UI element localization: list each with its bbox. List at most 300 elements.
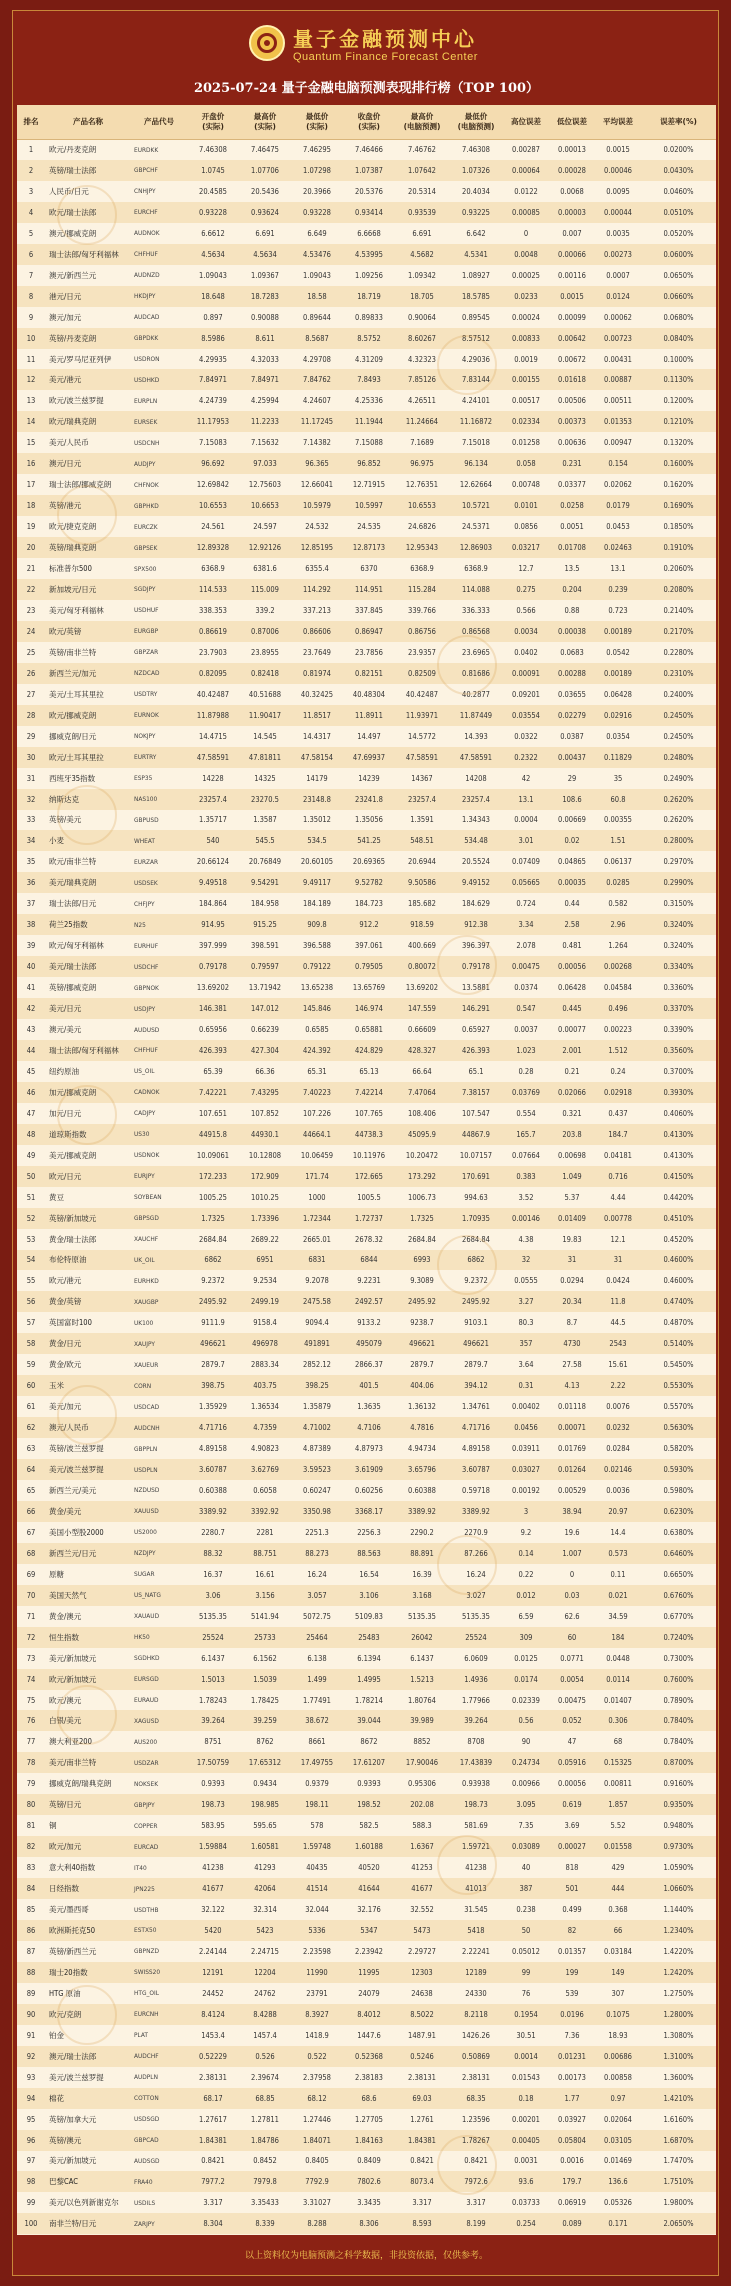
cell-rank: 15 xyxy=(26,438,36,448)
table-row xyxy=(17,684,716,705)
cell-high-error: 0.03911 xyxy=(512,1444,540,1454)
cell-open-actual: 47.58591 xyxy=(196,752,230,762)
cell-error-rate: 0.1000% xyxy=(663,354,694,364)
cell-high-error: 2.078 xyxy=(516,941,536,951)
cell-low-predicted: 107.547 xyxy=(462,1108,490,1118)
cell-high-predicted: 5473 xyxy=(413,1925,431,1935)
cell-high-error: 0.0048 xyxy=(514,249,538,259)
cell-low-actual: 6831 xyxy=(308,1255,326,1265)
table-row xyxy=(17,139,716,160)
cell-low-predicted: 16.24 xyxy=(466,1569,486,1579)
table-row xyxy=(17,726,716,747)
cell-avg-error: 0.00355 xyxy=(604,815,632,825)
cell-close-actual: 10.11976 xyxy=(352,1150,386,1160)
cell-rank: 66 xyxy=(26,1506,36,1516)
cell-high-error: 0.00748 xyxy=(512,480,540,490)
cell-low-error: 8.7 xyxy=(566,1318,578,1328)
cell-high-predicted: 10.20472 xyxy=(405,1150,439,1160)
cell-open-actual: 18.648 xyxy=(201,291,225,301)
cell-high-predicted: 1487.91 xyxy=(408,2030,436,2040)
table-row xyxy=(17,1375,716,1396)
table-row xyxy=(17,1124,716,1145)
cell-high-predicted: 32.552 xyxy=(410,1905,434,1915)
column-header-high-error: 高位误差 xyxy=(503,105,549,139)
cell-high-error: 0.07664 xyxy=(512,1150,540,1160)
cell-low-predicted: 396.397 xyxy=(462,941,490,951)
cell-close-actual: 25483 xyxy=(358,1632,380,1642)
cell-low-predicted: 5418 xyxy=(467,1925,485,1935)
cell-low-predicted: 1.4936 xyxy=(464,1674,488,1684)
cell-low-actual: 424.392 xyxy=(303,1045,331,1055)
cell-open-actual: 1.35717 xyxy=(199,815,227,825)
cell-avg-error: 0.02064 xyxy=(604,2114,632,2124)
cell-product-name: 日经指数 xyxy=(49,1884,79,1894)
cell-low-error: 60 xyxy=(567,1632,577,1642)
cell-low-predicted: 1.59721 xyxy=(462,1842,490,1852)
cell-avg-error: 0.00887 xyxy=(604,375,632,385)
cell-rank: 86 xyxy=(26,1925,36,1935)
cell-high-actual: 2281 xyxy=(256,1527,274,1537)
cell-product-name: 铂金 xyxy=(49,2030,64,2040)
cell-open-actual: 1005.25 xyxy=(199,1192,227,1202)
cell-close-actual: 4.7106 xyxy=(357,1423,381,1433)
cell-open-actual: 11.17953 xyxy=(196,417,230,427)
cell-avg-error: 0.496 xyxy=(608,1004,628,1014)
cell-product-code: CHFHUF xyxy=(134,250,158,259)
cell-avg-error: 0.00686 xyxy=(604,2051,632,2061)
cell-error-rate: 0.5570% xyxy=(663,1402,694,1412)
cell-high-error: 357 xyxy=(519,1339,533,1349)
cell-low-actual: 0.8405 xyxy=(305,2156,329,2166)
cell-low-actual: 11.8517 xyxy=(303,710,331,720)
cell-product-code: COPPER xyxy=(134,1821,158,1830)
cell-open-actual: 146.381 xyxy=(199,1004,227,1014)
cell-high-actual: 4.5634 xyxy=(253,249,277,259)
cell-open-actual: 1.0745 xyxy=(201,165,225,175)
cell-low-error: 0.02066 xyxy=(558,1087,586,1097)
cell-low-error: 0.21 xyxy=(564,1066,580,1076)
cell-low-actual: 2.23598 xyxy=(303,1946,331,1956)
cell-low-predicted: 31.545 xyxy=(464,1905,488,1915)
cell-high-predicted: 41253 xyxy=(411,1863,433,1873)
cell-high-actual: 14325 xyxy=(254,773,276,783)
cell-high-actual: 18.7283 xyxy=(251,291,279,301)
cell-low-predicted: 7972.6 xyxy=(464,2177,488,2187)
cell-open-actual: 9.49518 xyxy=(199,878,227,888)
cell-open-actual: 5420 xyxy=(204,1925,222,1935)
cell-close-actual: 107.765 xyxy=(355,1108,383,1118)
cell-high-actual: 20.76849 xyxy=(248,857,282,867)
cell-open-actual: 8.5986 xyxy=(201,333,225,343)
cell-low-actual: 0.93228 xyxy=(303,207,331,217)
cell-rank: 30 xyxy=(26,752,36,762)
cell-low-predicted: 114.088 xyxy=(462,584,490,594)
cell-close-actual: 2678.32 xyxy=(355,1234,383,1244)
cell-low-actual: 1.499 xyxy=(307,1674,327,1684)
cell-high-actual: 3.62769 xyxy=(251,1465,279,1475)
cell-product-name: 欧元/捷克克朗 xyxy=(49,522,97,532)
cell-error-rate: 1.7510% xyxy=(663,2177,694,2187)
column-header-rank: 排名 xyxy=(17,105,45,139)
cell-close-actual: 1.35056 xyxy=(355,815,383,825)
cell-avg-error: 0.00778 xyxy=(604,1213,632,1223)
table-row xyxy=(17,181,716,202)
cell-product-code: USDHUF xyxy=(134,606,159,615)
cell-avg-error: 4.44 xyxy=(610,1192,626,1202)
cell-high-predicted: 41677 xyxy=(411,1884,433,1894)
cell-rank: 59 xyxy=(26,1360,36,1370)
cell-error-rate: 2.0650% xyxy=(663,2219,694,2229)
cell-error-rate: 0.4420% xyxy=(663,1192,694,1202)
cell-low-predicted: 581.69 xyxy=(464,1821,488,1831)
cell-product-code: AUS200 xyxy=(134,1737,158,1746)
cell-high-error: 0.724 xyxy=(516,899,536,909)
cell-avg-error: 0.00511 xyxy=(604,396,632,406)
cell-rank: 26 xyxy=(26,668,36,678)
cell-high-actual: 1.09367 xyxy=(251,270,279,280)
cell-close-actual: 12.87173 xyxy=(352,543,386,553)
cell-product-code: USDRON xyxy=(134,355,160,363)
cell-product-code: XAGUSD xyxy=(134,1716,159,1725)
cell-high-actual: 12204 xyxy=(254,1967,276,1977)
cell-product-name: 澳元/新西兰元 xyxy=(49,270,97,280)
cell-error-rate: 0.3360% xyxy=(663,983,694,993)
cell-high-predicted: 1.5213 xyxy=(410,1674,434,1684)
cell-avg-error: 0.02918 xyxy=(604,1087,632,1097)
cell-open-actual: 2.38131 xyxy=(199,2072,227,2082)
cell-open-actual: 1.7325 xyxy=(201,1213,225,1223)
cell-high-error: 76 xyxy=(521,1988,531,1998)
cell-close-actual: 0.79505 xyxy=(355,962,383,972)
cell-open-actual: 32.122 xyxy=(201,1905,225,1915)
cell-low-predicted: 68.35 xyxy=(466,2093,486,2103)
cell-high-predicted: 202.08 xyxy=(410,1800,434,1810)
cell-high-predicted: 0.80072 xyxy=(408,962,436,972)
cell-high-actual: 68.85 xyxy=(255,2093,275,2103)
cell-avg-error: 0.06137 xyxy=(604,857,632,867)
table-row xyxy=(17,1019,716,1040)
cell-low-actual: 41514 xyxy=(306,1884,328,1894)
cell-high-error: 0.24734 xyxy=(512,1758,540,1768)
cell-error-rate: 0.2170% xyxy=(663,626,694,636)
cell-avg-error: 0.00046 xyxy=(604,165,632,175)
table-row xyxy=(17,747,716,768)
cell-product-code: XAUAUD xyxy=(134,1612,160,1621)
cell-error-rate: 0.5980% xyxy=(663,1485,694,1495)
column-header-high-actual: 最高价 (实际) xyxy=(239,105,291,139)
cell-low-predicted: 2.22241 xyxy=(462,1946,490,1956)
table-row xyxy=(17,1480,716,1501)
cell-close-actual: 0.93414 xyxy=(355,207,383,217)
cell-product-code: NOKSEK xyxy=(134,1779,159,1788)
cell-product-code: CADNOK xyxy=(134,1088,160,1097)
cell-low-actual: 7.84762 xyxy=(303,375,331,385)
cell-product-code: EURGBP xyxy=(134,627,159,636)
cell-product-code: US_NATG xyxy=(134,1591,161,1600)
cell-high-predicted: 13.69202 xyxy=(405,983,439,993)
cell-product-code: AUDNOK xyxy=(134,229,160,238)
cell-close-actual: 68.6 xyxy=(361,2093,377,2103)
table-row xyxy=(17,2067,716,2088)
cell-product-code: GBPCAD xyxy=(134,2136,159,2145)
cell-avg-error: 0.582 xyxy=(608,899,628,909)
cell-product-name: 南非兰特/日元 xyxy=(49,2219,97,2229)
cell-error-rate: 1.6870% xyxy=(663,2135,694,2145)
cell-low-actual: 1.72344 xyxy=(303,1213,331,1223)
cell-low-error: 0.00698 xyxy=(558,1150,586,1160)
cell-product-name: 黄金/美元 xyxy=(49,1506,82,1516)
cell-close-actual: 41644 xyxy=(358,1884,380,1894)
cell-rank: 3 xyxy=(28,186,34,196)
cell-high-predicted: 4.32323 xyxy=(408,354,436,364)
cell-low-actual: 909.8 xyxy=(307,920,327,930)
cell-low-predicted: 20.5524 xyxy=(462,857,490,867)
cell-product-name: 美元/匈牙利福林 xyxy=(49,605,104,615)
cell-error-rate: 0.0430% xyxy=(663,165,694,175)
cell-high-actual: 24.597 xyxy=(253,522,277,532)
cell-high-predicted: 147.559 xyxy=(408,1004,436,1014)
cell-low-error: 0.04865 xyxy=(558,857,586,867)
cell-low-actual: 0.89644 xyxy=(303,312,331,322)
table-row xyxy=(17,1291,716,1312)
cell-product-code: US30 xyxy=(134,1130,150,1139)
cell-open-actual: 6.6612 xyxy=(201,228,225,238)
cell-open-actual: 23257.4 xyxy=(199,794,227,804)
cell-open-actual: 24452 xyxy=(202,1988,224,1998)
cell-avg-error: 0.00189 xyxy=(604,668,632,678)
cell-low-error: 0.00288 xyxy=(558,668,586,678)
cell-high-predicted: 40.42487 xyxy=(405,689,439,699)
cell-product-name: 澳元/挪威克朗 xyxy=(49,228,97,238)
cell-open-actual: 6.1437 xyxy=(201,1653,225,1663)
cell-high-predicted: 66.64 xyxy=(412,1066,432,1076)
table-row xyxy=(17,1690,716,1711)
cell-rank: 27 xyxy=(26,689,36,699)
cell-low-predicted: 184.629 xyxy=(462,899,490,909)
cell-rank: 33 xyxy=(26,815,36,825)
cell-close-actual: 1.84163 xyxy=(355,2135,383,2145)
cell-close-actual: 11995 xyxy=(358,1967,380,1977)
cell-high-actual: 6381.6 xyxy=(253,564,277,574)
cell-close-actual: 23.7856 xyxy=(355,647,383,657)
cell-error-rate: 0.2620% xyxy=(663,794,694,804)
cell-low-actual: 1.35012 xyxy=(303,815,331,825)
cell-avg-error: 14.4 xyxy=(610,1527,626,1537)
cell-product-name: 布伦特原油 xyxy=(49,1255,87,1265)
cell-avg-error: 1.51 xyxy=(610,836,626,846)
cell-low-actual: 23.7649 xyxy=(303,647,331,657)
cell-rank: 25 xyxy=(26,647,36,657)
table-row xyxy=(17,663,716,684)
cell-low-error: 0.00506 xyxy=(558,396,586,406)
cell-low-error: 0.0683 xyxy=(560,647,584,657)
table-row xyxy=(17,2192,716,2213)
table-row xyxy=(17,1731,716,1752)
cell-rank: 11 xyxy=(26,354,36,364)
cell-low-actual: 68.12 xyxy=(307,2093,327,2103)
cell-high-predicted: 1.09342 xyxy=(408,270,436,280)
cell-high-predicted: 39.989 xyxy=(410,1716,434,1726)
cell-high-predicted: 115.284 xyxy=(408,584,436,594)
cell-rank: 19 xyxy=(26,522,36,532)
cell-low-predicted: 0.89545 xyxy=(462,312,490,322)
cell-high-error: 3.34 xyxy=(518,920,534,930)
cell-rank: 28 xyxy=(26,710,36,720)
cell-low-predicted: 0.79178 xyxy=(462,962,490,972)
cell-rank: 4 xyxy=(28,207,34,217)
cell-close-actual: 0.52368 xyxy=(355,2051,383,2061)
cell-avg-error: 0.437 xyxy=(608,1108,628,1118)
cell-high-predicted: 11.24664 xyxy=(405,417,439,427)
cell-error-rate: 0.2140% xyxy=(663,605,694,615)
cell-high-predicted: 428.327 xyxy=(408,1045,436,1055)
cell-low-actual: 16.24 xyxy=(307,1569,327,1579)
cell-high-predicted: 17.90046 xyxy=(405,1758,439,1768)
cell-product-name: 英镑/美元 xyxy=(49,815,82,825)
cell-low-predicted: 8.2118 xyxy=(464,2009,488,2019)
table-row xyxy=(17,1229,716,1250)
cell-low-actual: 25464 xyxy=(306,1632,328,1642)
cell-product-code: CHFHUF xyxy=(134,1046,158,1055)
cell-avg-error: 0.0453 xyxy=(606,522,630,532)
cell-high-actual: 11.2233 xyxy=(251,417,279,427)
cell-low-predicted: 23.6965 xyxy=(462,647,490,657)
cell-error-rate: 0.3390% xyxy=(663,1025,694,1034)
table-row xyxy=(17,432,716,453)
cell-low-error: 2.001 xyxy=(562,1045,582,1055)
column-header-avg-error: 平均误差 xyxy=(595,105,641,139)
cell-product-name: 棉花 xyxy=(49,2093,64,2103)
cell-low-actual: 3.59523 xyxy=(303,1465,331,1475)
cell-close-actual: 44738.3 xyxy=(355,1129,383,1139)
cell-low-predicted: 0.86568 xyxy=(462,626,490,636)
cell-product-name: 挪威克朗/日元 xyxy=(49,731,97,741)
cell-low-predicted: 11.16872 xyxy=(459,417,493,427)
cell-high-actual: 0.79597 xyxy=(251,962,279,972)
cell-high-predicted: 918.59 xyxy=(410,920,434,930)
cell-error-rate: 0.3340% xyxy=(663,962,694,972)
cell-product-name: 瑞士法郎/日元 xyxy=(49,899,97,909)
cell-high-actual: 6.691 xyxy=(255,228,275,238)
cell-high-predicted: 1.3591 xyxy=(410,815,434,825)
cell-low-actual: 12.66041 xyxy=(300,480,334,490)
cell-high-actual: 66.36 xyxy=(255,1066,275,1076)
cell-rank: 93 xyxy=(26,2072,36,2082)
cell-open-actual: 12191 xyxy=(202,1967,224,1977)
cell-product-name: 英镑/日元 xyxy=(49,1800,82,1810)
cell-product-name: 加元/日元 xyxy=(49,1108,82,1118)
table-row xyxy=(17,223,716,244)
cell-rank: 78 xyxy=(26,1758,36,1768)
cell-high-error: 0.0555 xyxy=(514,1276,538,1286)
table-row xyxy=(17,2109,716,2130)
cell-avg-error: 0.573 xyxy=(608,1548,628,1558)
cell-product-name: 欧元/英镑 xyxy=(49,626,82,636)
cell-low-predicted: 0.65927 xyxy=(462,1025,490,1034)
cell-low-error: 0.00066 xyxy=(558,249,586,259)
cell-product-code: NOKJPY xyxy=(134,732,156,741)
cell-low-predicted: 20.4034 xyxy=(462,186,490,196)
cell-high-error: 0.03089 xyxy=(512,1842,540,1852)
table-row xyxy=(17,1543,716,1564)
cell-low-actual: 0.86606 xyxy=(303,626,331,636)
cell-error-rate: 0.4740% xyxy=(663,1297,694,1307)
cell-high-actual: 23.8955 xyxy=(251,647,279,657)
column-header-open-actual: 开盘价 (实际) xyxy=(187,105,239,139)
cell-avg-error: 0.01407 xyxy=(604,1695,632,1705)
cell-low-actual: 14.4317 xyxy=(303,731,331,741)
table-row xyxy=(17,2004,716,2025)
cell-product-code: USDCHF xyxy=(134,962,159,971)
cell-rank: 56 xyxy=(26,1297,36,1307)
cell-high-actual: 0.93624 xyxy=(251,207,279,217)
cell-open-actual: 1.27617 xyxy=(199,2114,227,2124)
cell-rank: 74 xyxy=(26,1674,36,1684)
cell-low-error: 0.01708 xyxy=(558,543,586,553)
cell-product-name: 欧元/克朗 xyxy=(49,2009,82,2019)
cell-high-predicted: 6.1437 xyxy=(410,1653,434,1663)
cell-open-actual: 198.73 xyxy=(201,1800,225,1810)
cell-product-code: EURTRY xyxy=(134,753,157,762)
cell-high-error: 0.0856 xyxy=(514,522,538,532)
cell-high-error: 99 xyxy=(521,1967,531,1977)
cell-rank: 46 xyxy=(26,1087,36,1097)
cell-low-error: 0.00669 xyxy=(558,815,586,825)
cell-product-code: AUDNZD xyxy=(134,271,160,280)
cell-high-predicted: 9238.7 xyxy=(410,1318,434,1328)
cell-low-actual: 18.58 xyxy=(307,291,327,301)
cell-close-actual: 96.852 xyxy=(357,459,381,469)
cell-avg-error: 0.0035 xyxy=(606,228,630,238)
table-row xyxy=(17,1648,716,1669)
cell-close-actual: 1.27705 xyxy=(355,2114,383,2124)
cell-high-actual: 13.71942 xyxy=(248,983,282,993)
cell-high-actual: 403.75 xyxy=(253,1381,277,1391)
cell-product-code: EURCNH xyxy=(134,2010,159,2019)
cell-low-actual: 0.81974 xyxy=(303,668,331,678)
cell-product-name: HTG 原油 xyxy=(49,1988,81,1998)
cell-low-actual: 0.60247 xyxy=(303,1485,331,1495)
cell-avg-error: 0.11 xyxy=(610,1569,626,1579)
cell-avg-error: 0.02463 xyxy=(604,543,632,553)
cell-high-predicted: 10.6553 xyxy=(408,501,436,511)
cell-low-actual: 8.5687 xyxy=(305,333,329,343)
cell-open-actual: 25524 xyxy=(202,1632,224,1642)
cell-high-predicted: 7.46762 xyxy=(408,145,436,155)
cell-avg-error: 0.04181 xyxy=(604,1150,632,1160)
cell-product-name: 黄金/澳元 xyxy=(49,1611,82,1621)
cell-avg-error: 0.00811 xyxy=(604,1779,632,1789)
cell-low-error: 0.03927 xyxy=(558,2114,586,2124)
cell-open-actual: 14.4715 xyxy=(199,731,227,741)
cell-close-actual: 4.31209 xyxy=(355,354,383,364)
cell-error-rate: 0.2450% xyxy=(663,710,694,720)
cell-high-actual: 0.90088 xyxy=(251,312,279,322)
cell-product-name: 美元/波兰兹罗提 xyxy=(49,1465,104,1475)
cell-low-actual: 23148.8 xyxy=(303,794,331,804)
cell-low-error: 0.02279 xyxy=(558,710,586,720)
cell-product-name: 欧元/澳元 xyxy=(49,1695,82,1705)
cell-product-name: 黄金/英镑 xyxy=(49,1297,82,1307)
table-row xyxy=(17,1082,716,1103)
cell-open-actual: 496621 xyxy=(200,1339,226,1349)
cell-close-actual: 0.9393 xyxy=(357,1779,381,1789)
cell-low-actual: 0.79122 xyxy=(303,962,331,972)
cell-avg-error: 5.52 xyxy=(610,1821,626,1831)
cell-high-predicted: 8.593 xyxy=(412,2219,432,2229)
cell-avg-error: 0.1075 xyxy=(606,2009,630,2019)
cell-low-predicted: 14.393 xyxy=(464,731,488,741)
